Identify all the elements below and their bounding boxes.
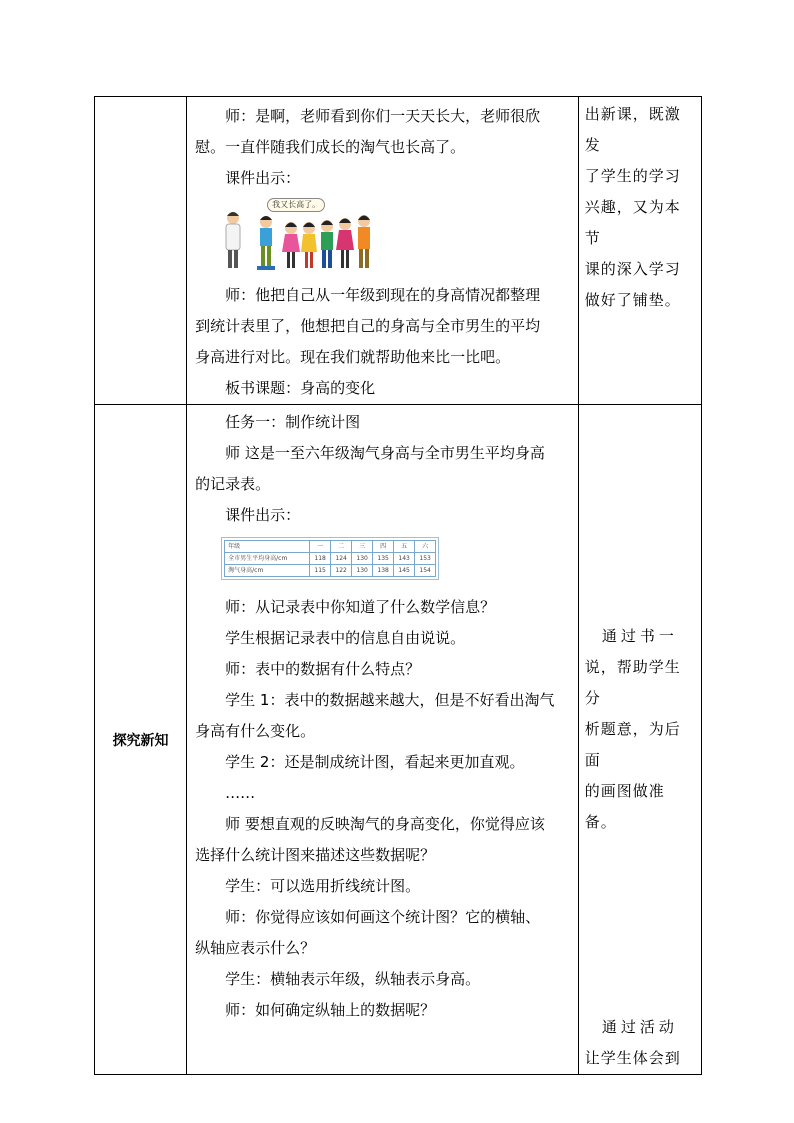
paragraph: 慰。一直伴随我们成长的淘气也长高了。	[195, 138, 466, 156]
paragraph: 学生根据记录表中的信息自由说说。	[225, 629, 466, 647]
record-table-cell: 五	[394, 541, 415, 553]
record-table-cell: 115	[310, 565, 331, 577]
height-record-table	[224, 540, 436, 577]
paragraph: 到统计表里了，他想把自己的身高与全市男生的平均	[195, 317, 541, 335]
record-table-cell: 淘气身高/cm	[225, 565, 310, 577]
design-intent-line: 通过书一	[601, 627, 678, 645]
record-table-image	[221, 537, 439, 580]
paragraph: 任务一：制作统计图	[225, 413, 361, 431]
design-intent-text	[579, 99, 701, 316]
paragraph: 师：如何确定纵轴上的数据呢？	[225, 1001, 436, 1019]
record-table-cell: 一	[310, 541, 331, 553]
content-cell	[187, 405, 579, 1075]
record-table-cell: 145	[394, 565, 415, 577]
paragraph: 纵轴应表示什么？	[195, 939, 316, 957]
record-table-cell: 122	[331, 565, 352, 577]
design-intent-text	[579, 621, 701, 838]
design-intent-line: 做好了铺垫。	[584, 291, 681, 309]
paragraph: 学生 2：还是制成统计图，看起来更加直观。	[225, 753, 525, 771]
paragraph: 板书课题：身高的变化	[225, 379, 376, 397]
design-intent-line: 兴趣，又为本节	[584, 198, 681, 247]
record-table-cell: 143	[394, 553, 415, 565]
record-table-cell: 135	[373, 553, 394, 565]
record-table-cell: 六	[415, 541, 436, 553]
design-intent-line: 的画图做准备。	[584, 782, 665, 831]
paragraph: 师：表中的数据有什么特点？	[225, 660, 421, 678]
paragraph: 身高进行对比。现在我们就帮助他来比一比吧。	[195, 348, 511, 366]
record-table-cell: 124	[331, 553, 352, 565]
design-intent-text	[579, 1012, 701, 1074]
design-intent-cell	[578, 97, 701, 405]
design-intent-cell	[578, 405, 701, 1075]
record-table-cell: 130	[352, 565, 373, 577]
record-table-cell: 130	[352, 553, 373, 565]
paragraph: 师 这是一至六年级淘气身高与全市男生平均身高	[225, 444, 545, 462]
design-intent-line: 出新课，既激发	[584, 105, 681, 154]
paragraph: 师：你觉得应该如何画这个统计图？它的横轴、	[225, 908, 541, 926]
children-height-image	[221, 208, 381, 272]
design-intent-line: 说，帮助学生分	[584, 658, 681, 707]
paragraph: 师：他把自己从一年级到现在的身高情况都整理	[225, 286, 541, 304]
paragraph: 师：是啊，老师看到你们一天天长大，老师很欣	[225, 107, 541, 125]
record-table-row	[225, 553, 436, 565]
paragraph: 学生：可以选用折线统计图。	[225, 877, 421, 895]
record-table-cell: 二	[331, 541, 352, 553]
record-table-row	[225, 541, 436, 553]
paragraph: 课件出示：	[225, 169, 301, 187]
design-intent-line: 通过活动	[601, 1018, 678, 1036]
design-intent-line: 了学生的学习	[584, 167, 681, 185]
stage-label: 探究新知	[95, 405, 187, 1075]
table-row	[95, 97, 702, 405]
record-table-cell: 138	[373, 565, 394, 577]
record-table-cell: 四	[373, 541, 394, 553]
paragraph-group	[187, 407, 578, 531]
paragraph: ……	[225, 784, 256, 802]
children-illustration	[221, 198, 578, 274]
record-table-cell: 118	[310, 553, 331, 565]
paragraph: 学生：横轴表示年级，纵轴表示身高。	[225, 970, 481, 988]
record-table-cell: 154	[415, 565, 436, 577]
paragraph: 课件出示：	[225, 506, 301, 524]
design-intent-line: 课的深入学习	[584, 260, 681, 278]
record-table-cell: 153	[415, 553, 436, 565]
content-cell	[187, 97, 579, 405]
paragraph-group	[187, 592, 578, 1026]
paragraph: 选择什么统计图来描述这些数据呢？	[195, 846, 436, 864]
paragraph: 师：从记录表中你知道了什么数学信息？	[225, 598, 496, 616]
paragraph: 学生 1：表中的数据越来越大，但是不好看出淘气	[225, 691, 555, 709]
lesson-plan-table	[94, 96, 702, 1075]
record-table-cell: 年级	[225, 541, 310, 553]
table-row	[95, 405, 702, 1075]
paragraph: 身高有什么变化。	[195, 722, 316, 740]
design-intent-line: 让学生体会到	[584, 1049, 681, 1067]
paragraph: 师 要想直观的反映淘气的身高变化，你觉得应该	[225, 815, 545, 833]
stage-cell-empty	[95, 97, 187, 405]
record-table-cell: 三	[352, 541, 373, 553]
design-intent-line: 析题意，为后面	[584, 720, 681, 769]
record-table-cell: 全市男生平均身高/cm	[225, 553, 310, 565]
paragraph: 的记录表。	[195, 475, 271, 493]
record-table-row	[225, 565, 436, 577]
speech-bubble: 我又长高了。	[267, 198, 325, 212]
